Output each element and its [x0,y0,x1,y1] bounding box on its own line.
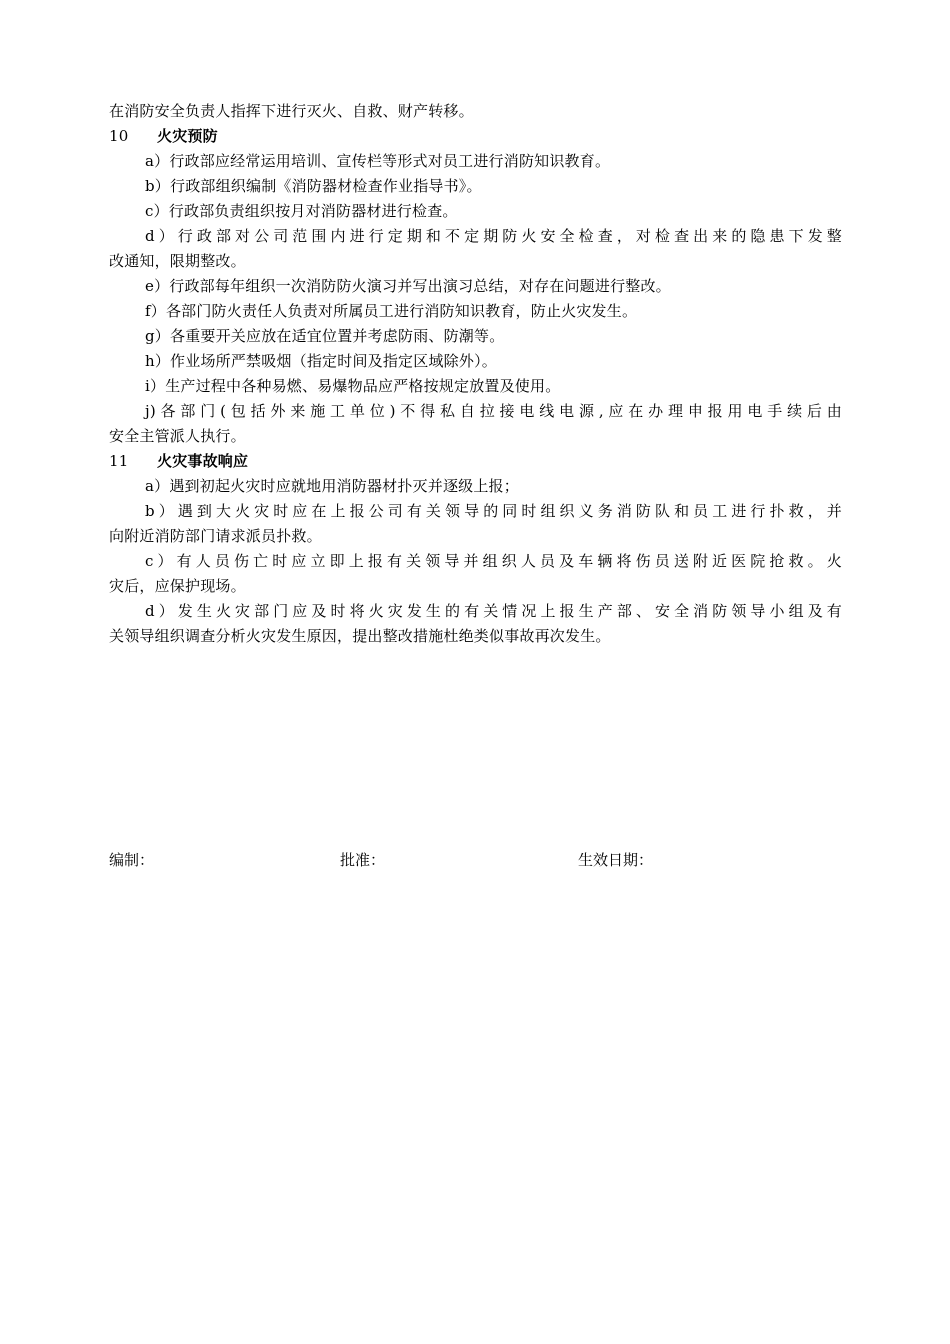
footer-effective-date-label: 生效日期： [578,851,654,869]
footer-prepared-label: 编制： [109,851,155,869]
section-10-item-b: b）行政部组织编制《消防器材检查作业指导书》。 [145,177,482,195]
section-11-heading [109,451,842,471]
section-10-item-d-line2: 改通知，限期整改。 [109,252,246,270]
section-10-item-c: c）行政部负责组织按月对消防器材进行检查。 [145,202,458,220]
section-10-item-i: i）生产过程中各种易燃、易爆物品应严格按规定放置及使用。 [145,377,561,395]
section-10-item-g: g）各重要开关应放在适宜位置并考虑防雨、防潮等。 [145,327,505,345]
section-11-item-c-line2: 灾后，应保护现场。 [109,577,246,595]
section-10-item-h: h）作业场所严禁吸烟（指定时间及指定区域除外）。 [145,352,497,370]
section-11-item-b-line1: b）遇到大火灾时应在上报公司有关领导的同时组织义务消防队和员工进行扑救，并 [145,502,842,520]
section-10-item-d-line1: d）行政部对公司范围内进行定期和不定期防火安全检查，对检查出来的隐患下发整 [145,227,842,245]
section-11-item-b-line2: 向附近消防部门请求派员扑救。 [109,527,322,545]
section-10-item-j-line1: j)各部门(包括外来施工单位)不得私自拉接电线电源,应在办理申报用电手续后由 [145,402,842,420]
section-11-item-c-line1: c）有人员伤亡时应立即上报有关领导并组织人员及车辆将伤员送附近医院抢救。火 [145,552,842,570]
section-10-title: 火灾预防 [157,127,218,145]
section-10-item-f: f）各部门防火责任人负责对所属员工进行消防知识教育，防止火灾发生。 [145,302,638,320]
section-10-item-e: e）行政部每年组织一次消防防火演习并写出演习总结，对存在问题进行整改。 [145,277,671,295]
section-10-heading [109,126,842,146]
footer-approved-label: 批准： [340,851,386,869]
section-11-title: 火灾事故响应 [157,452,249,470]
section-10-number: 10 [109,127,129,145]
section-10-item-a: a）行政部应经常运用培训、宣传栏等形式对员工进行消防知识教育。 [145,152,611,170]
intro-line: 在消防安全负责人指挥下进行灭火、自救、财产转移。 [109,102,474,120]
section-11-item-d-line2: 关领导组织调查分析火灾发生原因，提出整改措施杜绝类似事故再次发生。 [109,627,611,645]
section-11-item-a: a）遇到初起火灾时应就地用消防器材扑灭并逐级上报； [145,477,519,495]
section-10-item-j-line2: 安全主管派人执行。 [109,427,246,445]
section-11-number: 11 [109,452,129,470]
section-11-item-d-line1: d）发生火灾部门应及时将火灾发生的有关情况上报生产部、安全消防领导小组及有 [145,602,842,620]
